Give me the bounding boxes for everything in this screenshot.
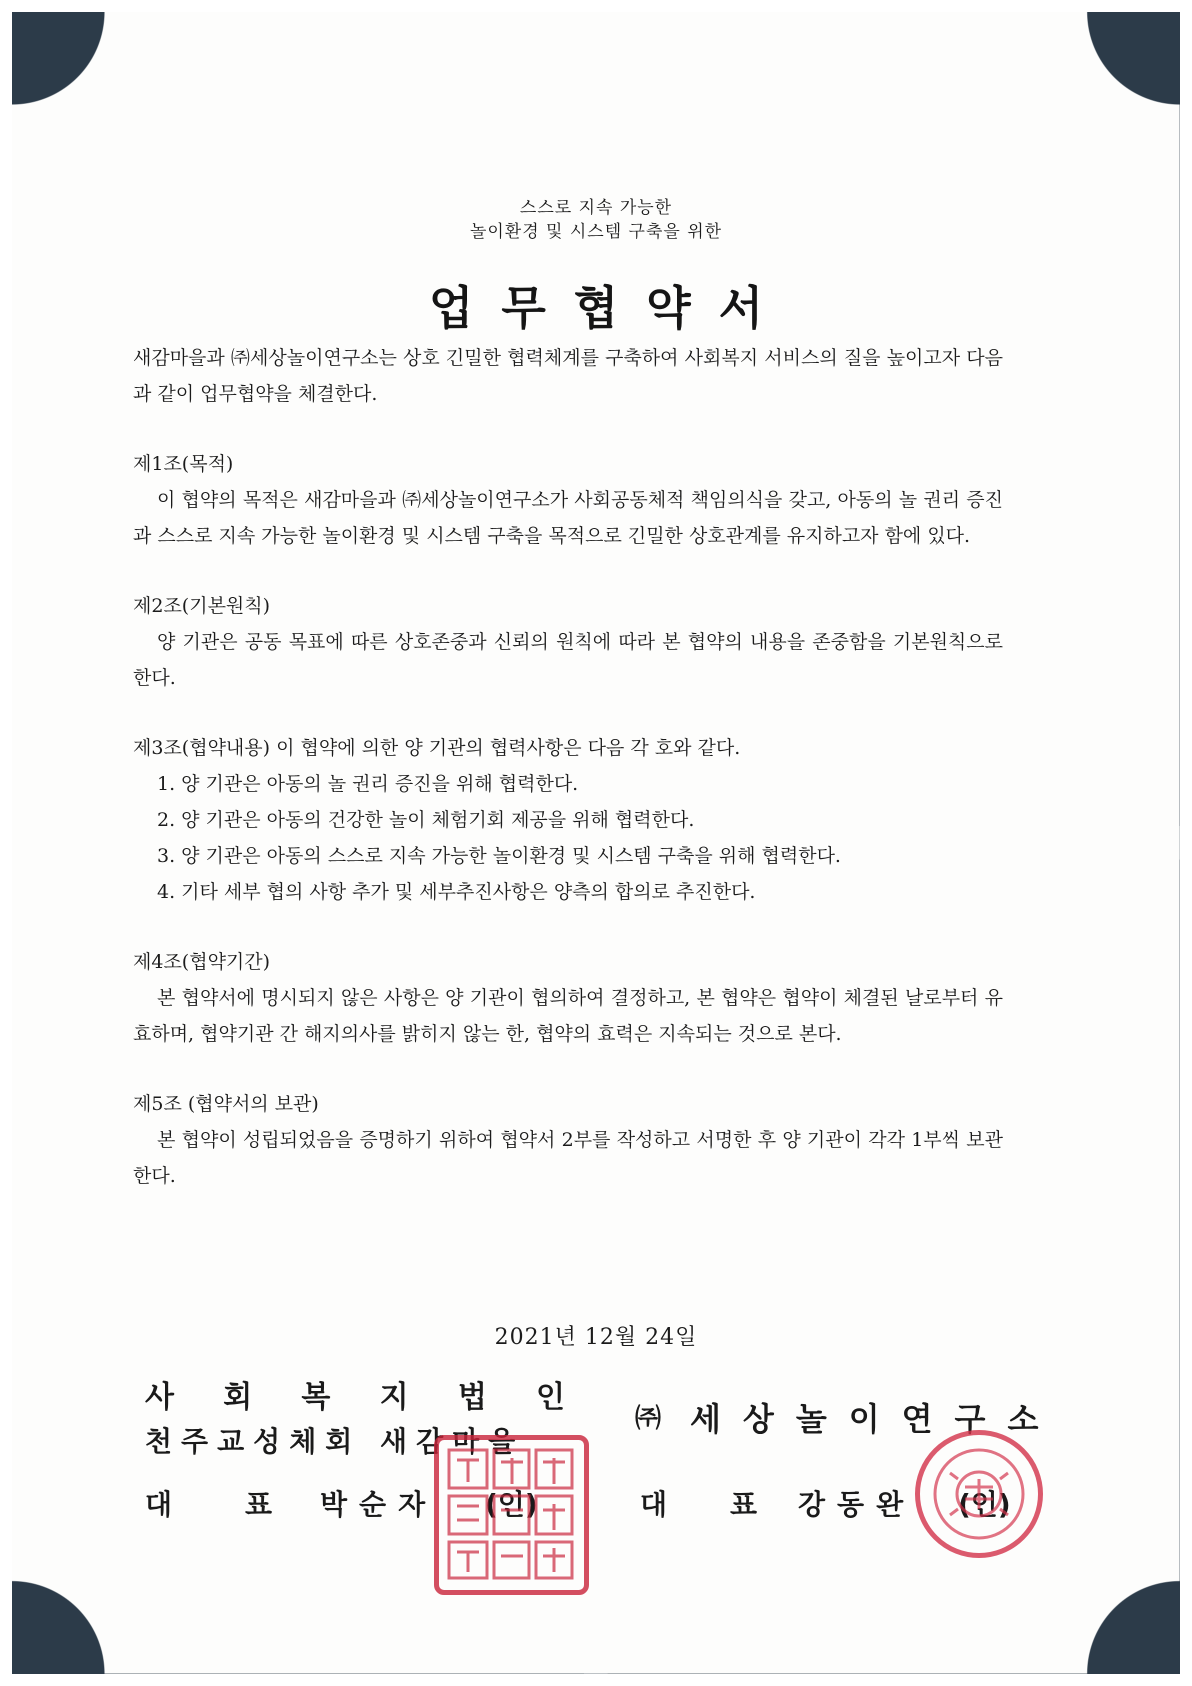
left-org-char: 인	[536, 1380, 565, 1415]
left-seal-mark: (인)	[485, 1488, 538, 1521]
article-3-heading: 제3조(협약내용)	[133, 737, 271, 759]
left-org-char: 사	[145, 1380, 174, 1415]
intro-paragraph: 새감마을과 ㈜세상놀이연구소는 상호 긴밀한 협력체계를 구축하여 사회복지 서비스의 질을 높이고자 다음과 같이 업무협약을 체결한다.	[133, 347, 1003, 405]
article-3-item: 3. 양 기관은 아동의 스스로 지속 가능한 놀이환경 및 시스템 구축을 위해 협력한다.	[157, 845, 841, 867]
article-1-text: 이 협약의 목적은 새감마을과 ㈜세상놀이연구소가 사회공동체적 책임의식을 갖고, 아동의 놀 권리 증진과 스스로 지속 가능한 놀이환경 및 시스템 구축을 목적으로 긴밀한 상호관계를 유지하고자 함에 있다.	[133, 489, 1003, 547]
left-org-char: 복	[301, 1380, 331, 1415]
subtitle	[0, 196, 1192, 244]
left-organization-seal	[434, 1435, 589, 1595]
article-2-text: 양 기관은 공동 목표에 따른 상호존중과 신뢰의 원칙에 따라 본 협약의 내용을 존중함을 기본원칙으로 한다.	[133, 631, 1003, 689]
right-org-prefix: ㈜	[635, 1404, 662, 1434]
agreement-date: 2021년 12월 24일	[494, 1325, 698, 1350]
left-org-line-1	[145, 1372, 565, 1416]
left-rep-label-char: 표	[245, 1488, 273, 1521]
article-5-text: 본 협약이 성립되었음을 증명하기 위하여 협약서 2부를 작성하고 서명한 후 양 기관이 각각 1부씩 보관한다.	[133, 1129, 1003, 1187]
left-rep-name: 박순자	[320, 1488, 438, 1521]
article-4-heading: 제4조(협약기간)	[133, 951, 271, 973]
right-company-seal	[915, 1430, 1043, 1558]
subtitle-line-2: 놀이환경 및 시스템 구축을 위한	[469, 222, 723, 242]
left-org-char: 회	[223, 1380, 253, 1415]
article-3-item: 4. 기타 세부 협의 사항 추가 및 세부추진사항은 양측의 합의로 추진한다.	[157, 881, 756, 903]
article-3-lead: 이 협약에 의한 양 기관의 협력사항은 다음 각 호와 같다.	[270, 737, 741, 759]
right-rep-label-char: 대	[640, 1488, 668, 1521]
article-4-text: 본 협약서에 명시되지 않은 사항은 양 기관이 협의하여 결정하고, 본 협약은 협약이 체결된 날로부터 유효하며, 협약기관 간 해지의사를 밝히지 않는 한, 협약의 효력은 지속되는 것으로 본다.	[133, 987, 1003, 1045]
right-seal-mark: (인)	[958, 1488, 1011, 1521]
article-3-item: 1. 양 기관은 아동의 놀 권리 증진을 위해 협력한다.	[157, 773, 579, 795]
article-2-heading: 제2조(기본원칙)	[133, 595, 271, 617]
left-rep-label-char: 대	[145, 1488, 173, 1521]
article-3-item: 2. 양 기관은 아동의 건강한 놀이 체험기회 제공을 위해 협력한다.	[157, 809, 695, 831]
article-1-heading: 제1조(목적)	[133, 453, 234, 475]
left-org-char: 법	[457, 1380, 487, 1415]
right-org-name: 세상놀이연구소	[690, 1400, 1061, 1438]
right-rep-name: 강동완	[798, 1488, 916, 1521]
document-body	[133, 340, 1003, 1194]
left-org-char: 지	[379, 1380, 409, 1415]
right-rep-label-char: 표	[730, 1488, 758, 1521]
article-5-heading: 제5조 (협약서의 보관)	[133, 1093, 319, 1115]
article-3-heading-line	[133, 730, 1003, 766]
subtitle-line-1: 스스로 지속 가능한	[519, 198, 673, 218]
left-org-line-2: 천주교성체회 새감마을	[145, 1425, 525, 1458]
document-title: 업무협약서	[428, 281, 792, 335]
